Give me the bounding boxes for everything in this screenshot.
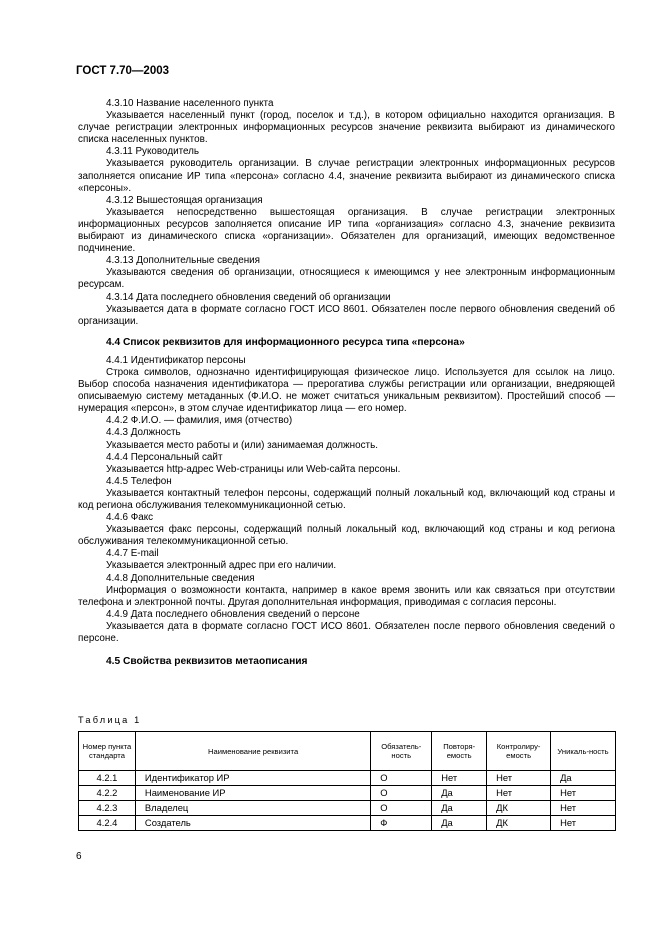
table-cell: Да (432, 816, 487, 831)
item-heading: 4.4.5 Телефон (106, 475, 172, 487)
table-cell: О (371, 771, 432, 786)
table-cell: 4.2.2 (79, 786, 136, 801)
properties-table (78, 731, 616, 831)
table-cell: Создатель (135, 816, 370, 831)
table-cell: Нет (432, 771, 487, 786)
item-text: Указываются сведения об организации, относящиеся к имеющимся у нее электронным информационным ресурсам. (78, 267, 615, 291)
item-heading: 4.4.1 Идентификатор персоны (106, 354, 246, 366)
item-heading: 4.4.7 E-mail (106, 548, 159, 560)
item-heading: 4.4.2 Ф.И.О. — фамилия, имя (отчество) (106, 415, 293, 427)
item-text: Указывается электронный адрес при его наличии. (106, 560, 337, 572)
item-heading: 4.4.6 Факс (106, 512, 154, 524)
table-header-row (79, 732, 616, 771)
column-header: Наименование реквизита (135, 732, 370, 771)
table-row (79, 771, 616, 786)
table-cell: 4.2.3 (79, 801, 136, 816)
table-cell: ДК (487, 801, 551, 816)
table-caption: Таблица 1 (78, 715, 142, 725)
item-heading: 4.4.4 Персональный сайт (106, 451, 223, 463)
item-text: Информация о возможности контакта, например в какое время звонить или как связаться при отсутствии телефона и электронной почты. Другая дополнительная информация, приводимая с согласия персоны. (78, 584, 615, 608)
table-cell: О (371, 801, 432, 816)
item-text: Указывается факс персоны, содержащий полный локальный код, включающий код страны и код региона обслуживания телекоммуникационной сетью. (78, 524, 615, 548)
item-heading: 4.3.13 Дополнительные сведения (106, 255, 261, 267)
table-cell: Нет (487, 786, 551, 801)
section-4-4-title: 4.4 Список реквизитов для информационного ресурса типа «персона» (106, 336, 465, 348)
item-heading: 4.3.12 Вышестоящая организация (106, 194, 263, 206)
item-heading: 4.4.8 Дополнительные сведения (106, 572, 255, 584)
table-cell: Нет (551, 786, 616, 801)
item-text: Указывается дата в формате согласно ГОСТ ИСО 8601. Обязателен после первого обновления сведений об организации. (78, 303, 615, 327)
column-header: Повторя-емость (432, 732, 487, 771)
table-cell: Владелец (135, 801, 370, 816)
table-cell: О (371, 786, 432, 801)
items-4-4 (78, 355, 615, 645)
item-heading: 4.4.9 Дата последнего обновления сведений о персоне (106, 608, 360, 620)
table-row (79, 816, 616, 831)
item-text: Указывается контактный телефон персоны, содержащий полный локальный код, включающий код страны и код региона обслуживания телекоммуникационной сетью. (78, 487, 615, 511)
item-heading: 4.3.14 Дата последнего обновления сведений об организации (106, 291, 391, 303)
table-cell: ДК (487, 816, 551, 831)
item-heading: 4.3.10 Название населенного пункта (106, 98, 274, 109)
table-cell: Да (432, 786, 487, 801)
table-cell: Нет (487, 771, 551, 786)
document-header: ГОСТ 7.70—2003 (76, 65, 170, 77)
table-cell: 4.2.4 (79, 816, 136, 831)
table-cell: Нет (551, 816, 616, 831)
table-row (79, 801, 616, 816)
table-cell: Да (551, 771, 616, 786)
page-number: 6 (76, 851, 82, 862)
column-header: Обязатель-ность (371, 732, 432, 771)
section-4-5-title: 4.5 Свойства реквизитов метаописания (106, 656, 308, 668)
table-cell: Нет (551, 801, 616, 816)
table-cell: Да (432, 801, 487, 816)
item-heading: 4.4.3 Должность (106, 427, 181, 439)
item-text: Указывается http-адрес Web-страницы или Web-сайта персоны. (106, 463, 401, 475)
item-text: Строка символов, однозначно идентифицирующая физическое лицо. Используется для ссылок на лицо. Выбор способа назначения идентификатора — прерогатива службы регистрации или организации, внедряющей описываемую систему метаданных (Ф.И.О. не может считаться уникальным реквизитом). Простейший способ — нумерация «персон», в этом случае идентификатор лица — его номер. (78, 366, 615, 415)
items-4-3 (78, 98, 615, 328)
column-header: Номер пункта стандарта (79, 732, 136, 771)
table-cell: Наименование ИР (135, 786, 370, 801)
item-text: Указывается непосредственно вышестоящая организация. В случае регистрации электронных информационных ресурсов заполняется описание ИР типа «организация» согласно 4.3, значение реквизита выбирают из динамического списка «организации». Обязателен для организаций, имеющих ведомственное подчинение. (78, 206, 615, 255)
item-text: Указывается дата в формате согласно ГОСТ ИСО 8601. Обязателен после первого обновления сведений о персоне. (78, 620, 615, 645)
table-cell: 4.2.1 (79, 771, 136, 786)
document-body (78, 98, 615, 686)
column-header: Уникаль-ность (551, 732, 616, 771)
table-row (79, 786, 616, 801)
item-text: Указывается место работы и (или) занимаемая должность. (106, 439, 378, 451)
item-heading: 4.3.11 Руководитель (106, 146, 200, 158)
item-text: Указывается населенный пункт (город, поселок и т.д.), в котором официально находится организация. В случае регистрации электронных информационных ресурсов значение реквизита выбирают из динамического списка населенных пунктов. (78, 110, 615, 146)
table-cell: Идентификатор ИР (135, 771, 370, 786)
item-text: Указывается руководитель организации. В случае регистрации электронных информационных ресурсов заполняется описание ИР типа «персона» согласно 4.4, значение реквизита выбирают из динамического списка «персоны». (78, 158, 615, 194)
table-cell: Ф (371, 816, 432, 831)
column-header: Контролиру-емость (487, 732, 551, 771)
